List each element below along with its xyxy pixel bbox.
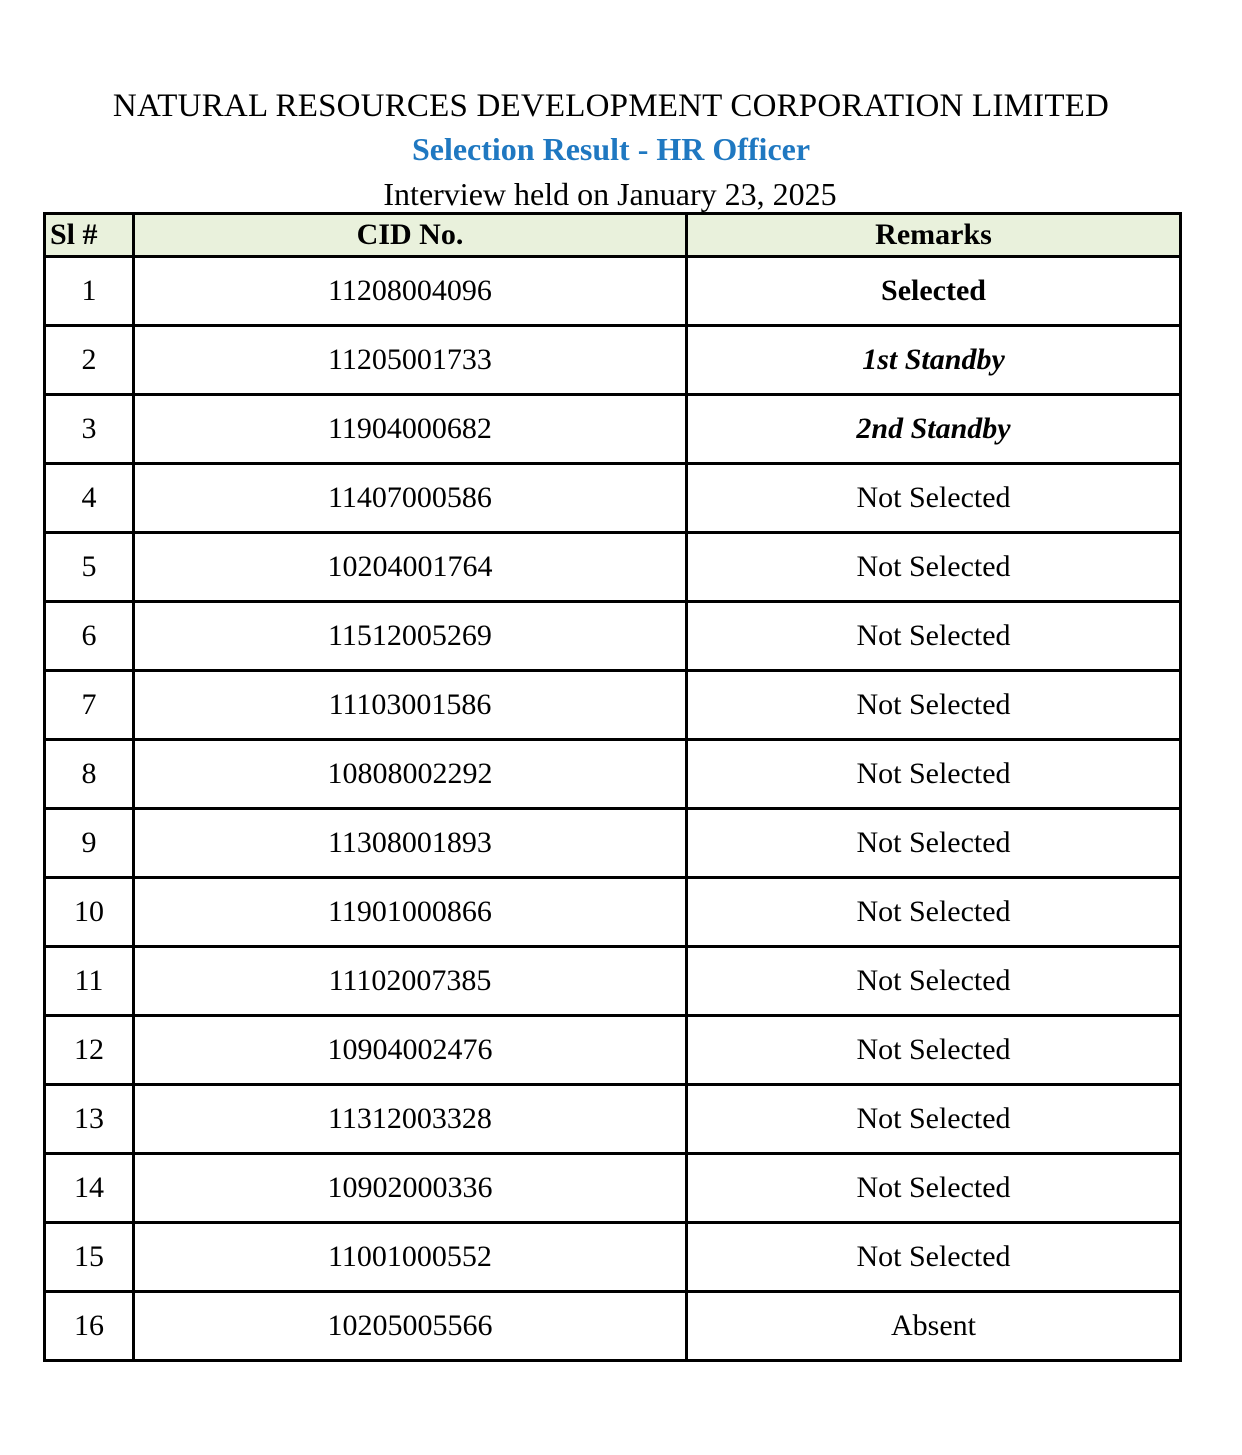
cell-remarks: Not Selected [687, 671, 1181, 740]
cell-remarks: Not Selected [687, 602, 1181, 671]
cell-sl-number: 7 [45, 671, 134, 740]
cell-sl-number: 16 [45, 1292, 134, 1361]
cell-remarks: Not Selected [687, 878, 1181, 947]
column-header-sl: Sl # [45, 214, 134, 257]
cell-remarks: Absent [687, 1292, 1181, 1361]
cell-remarks: Not Selected [687, 740, 1181, 809]
cell-sl-number: 5 [45, 533, 134, 602]
cell-cid-number: 11312003328 [134, 1085, 687, 1154]
cell-remarks: Selected [687, 257, 1181, 326]
interview-date-line: Interview held on January 23, 2025 [383, 176, 837, 212]
table-row [45, 1016, 1181, 1085]
table-row [45, 395, 1181, 464]
cell-remarks: Not Selected [687, 809, 1181, 878]
cell-cid-number: 11512005269 [134, 602, 687, 671]
cell-sl-number: 3 [45, 395, 134, 464]
table-row [45, 878, 1181, 947]
cell-remarks: Not Selected [687, 1085, 1181, 1154]
cell-remarks: Not Selected [687, 464, 1181, 533]
cell-sl-number: 14 [45, 1154, 134, 1223]
table-row [45, 1223, 1181, 1292]
cell-cid-number: 11102007385 [134, 947, 687, 1016]
document-subtitle: Selection Result - HR Officer [411, 131, 811, 167]
cell-cid-number: 10204001764 [134, 533, 687, 602]
cell-cid-number: 11103001586 [134, 671, 687, 740]
table-row [45, 326, 1181, 395]
cell-remarks: Not Selected [687, 1016, 1181, 1085]
cell-sl-number: 12 [45, 1016, 134, 1085]
cell-sl-number: 9 [45, 809, 134, 878]
table-row [45, 602, 1181, 671]
cell-sl-number: 6 [45, 602, 134, 671]
table-header-row [45, 214, 1181, 257]
table-row [45, 1154, 1181, 1223]
cell-remarks: Not Selected [687, 1154, 1181, 1223]
cell-sl-number: 2 [45, 326, 134, 395]
cell-sl-number: 8 [45, 740, 134, 809]
cell-cid-number: 10904002476 [134, 1016, 687, 1085]
cell-sl-number: 4 [45, 464, 134, 533]
cell-remarks: 2nd Standby [687, 395, 1181, 464]
cell-sl-number: 15 [45, 1223, 134, 1292]
cell-cid-number: 10205005566 [134, 1292, 687, 1361]
table-row [45, 671, 1181, 740]
table-row [45, 257, 1181, 326]
table-row [45, 464, 1181, 533]
cell-cid-number: 11308001893 [134, 809, 687, 878]
cell-sl-number: 10 [45, 878, 134, 947]
cell-sl-number: 1 [45, 257, 134, 326]
cell-remarks: Not Selected [687, 533, 1181, 602]
cell-sl-number: 13 [45, 1085, 134, 1154]
cell-cid-number: 11001000552 [134, 1223, 687, 1292]
organization-title: NATURAL RESOURCES DEVELOPMENT CORPORATION LIMITED [112, 88, 1110, 124]
cell-cid-number: 11205001733 [134, 326, 687, 395]
cell-cid-number: 11208004096 [134, 257, 687, 326]
cell-cid-number: 11407000586 [134, 464, 687, 533]
selection-result-table [43, 212, 1182, 1362]
cell-sl-number: 11 [45, 947, 134, 1016]
table-row [45, 740, 1181, 809]
cell-cid-number: 10902000336 [134, 1154, 687, 1223]
cell-remarks: Not Selected [687, 1223, 1181, 1292]
table-row [45, 1085, 1181, 1154]
cell-remarks: 1st Standby [687, 326, 1181, 395]
table-row [45, 947, 1181, 1016]
column-header-cid: CID No. [134, 214, 687, 257]
cell-remarks: Not Selected [687, 947, 1181, 1016]
table-row [45, 533, 1181, 602]
column-header-remarks: Remarks [687, 214, 1181, 257]
table-row [45, 1292, 1181, 1361]
cell-cid-number: 11901000866 [134, 878, 687, 947]
table-row [45, 809, 1181, 878]
cell-cid-number: 10808002292 [134, 740, 687, 809]
cell-cid-number: 11904000682 [134, 395, 687, 464]
